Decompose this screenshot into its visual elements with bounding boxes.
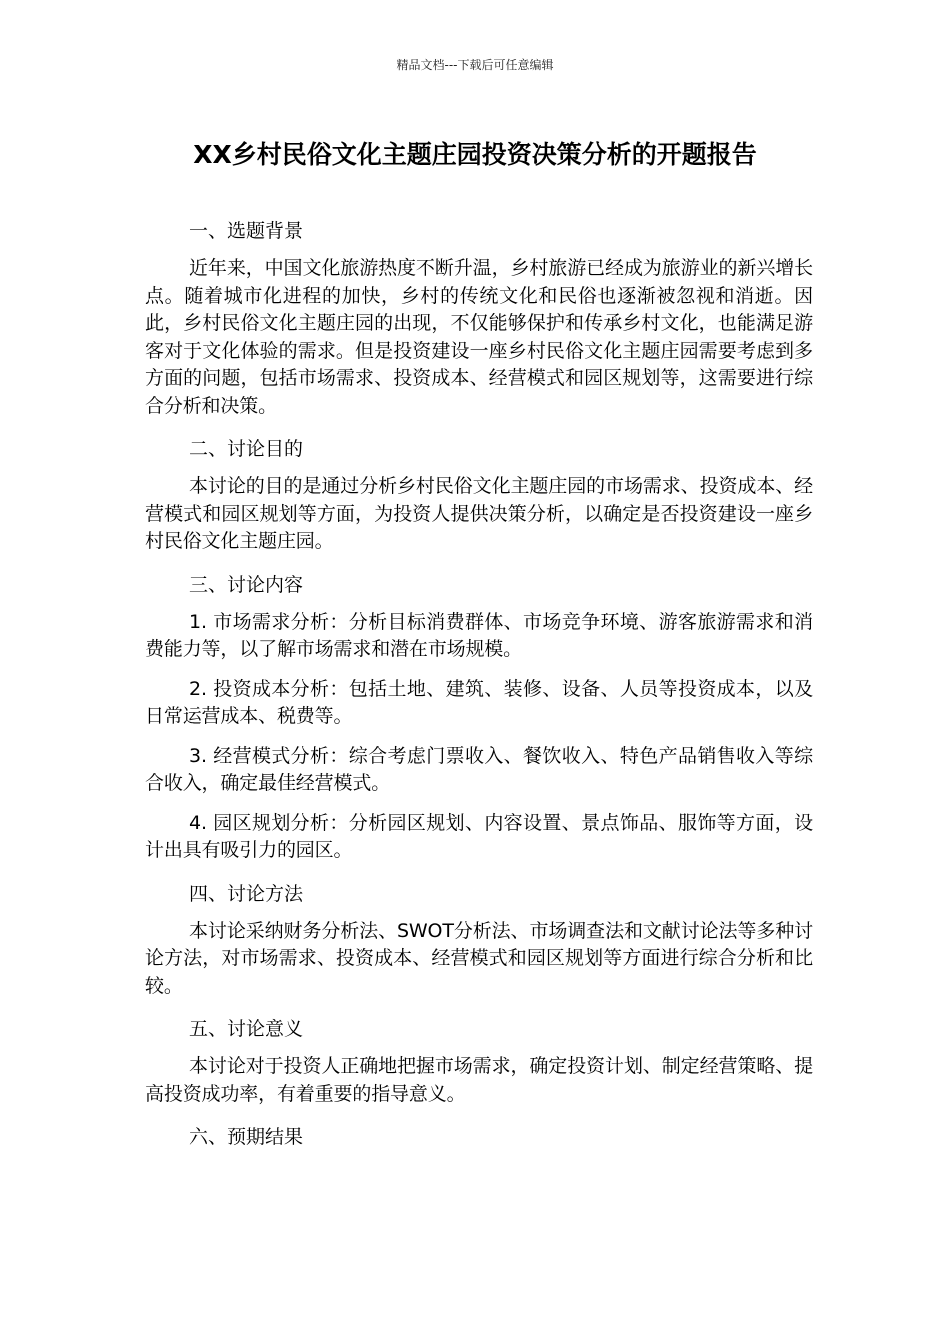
list-item-investment-cost: 2. 投资成本分析：包括土地、建筑、装修、设备、人员等投资成本，以及日常运营成本、税费等。 bbox=[145, 677, 813, 727]
section-heading-content: 三、讨论内容 bbox=[189, 573, 304, 596]
section-paragraph-significance: 本讨论对于投资人正确地把握市场需求，确定投资计划、制定经营策略、提高投资成功率，有着重要的指导意义。 bbox=[145, 1055, 813, 1105]
document-title: XX乡村民俗文化主题庄园投资决策分析的开题报告 bbox=[193, 140, 757, 169]
section-heading-methods: 四、讨论方法 bbox=[189, 882, 304, 905]
section-heading-expected-results: 六、预期结果 bbox=[189, 1126, 304, 1148]
section-heading-significance: 五、讨论意义 bbox=[189, 1018, 304, 1040]
list-item-park-planning: 4. 园区规划分析：分析园区规划、内容设置、景点饰品、服饰等方面，设计出具有吸引力的园区。 bbox=[145, 811, 813, 861]
section-paragraph-background: 近年来，中国文化旅游热度不断升温，乡村旅游已经成为旅游业的新兴增长点。随着城市化进程的加快，乡村的传统文化和民俗也逐渐被忽视和消逝。因此，乡村民俗文化主题庄园的出现，不仅能够保护和传承乡村文化，也能满足游客对于文化体验的需求。但是投资建设一座乡村民俗文化主题庄园需要考虑到多方面的问题，包括市场需求、投资成本、经营模式和园区规划等，这需要进行综合分析和决策。 bbox=[145, 257, 813, 417]
list-item-market-demand: 1. 市场需求分析：分析目标消费群体、市场竞争环境、游客旅游需求和消费能力等，以了解市场需求和潜在市场规模。 bbox=[145, 610, 813, 660]
page-header: 精品文档---下载后可任意编辑 bbox=[396, 58, 554, 72]
section-heading-background: 一、选题背景 bbox=[189, 220, 304, 242]
section-paragraph-methods: 本讨论采纳财务分析法、SWOT分析法、市场调查法和文献讨论法等多种讨论方法，对市场需求、投资成本、经营模式和园区规划等方面进行综合分析和比较。 bbox=[145, 919, 813, 997]
list-item-business-model: 3. 经营模式分析：综合考虑门票收入、餐饮收入、特色产品销售收入等综合收入，确定最佳经营模式。 bbox=[145, 744, 813, 794]
document-body bbox=[145, 214, 813, 1161]
section-heading-purpose: 二、讨论目的 bbox=[189, 438, 304, 460]
section-paragraph-purpose: 本讨论的目的是通过分析乡村民俗文化主题庄园的市场需求、投资成本、经营模式和园区规划等方面，为投资人提供决策分析，以确定是否投资建设一座乡村民俗文化主题庄园。 bbox=[145, 475, 813, 552]
